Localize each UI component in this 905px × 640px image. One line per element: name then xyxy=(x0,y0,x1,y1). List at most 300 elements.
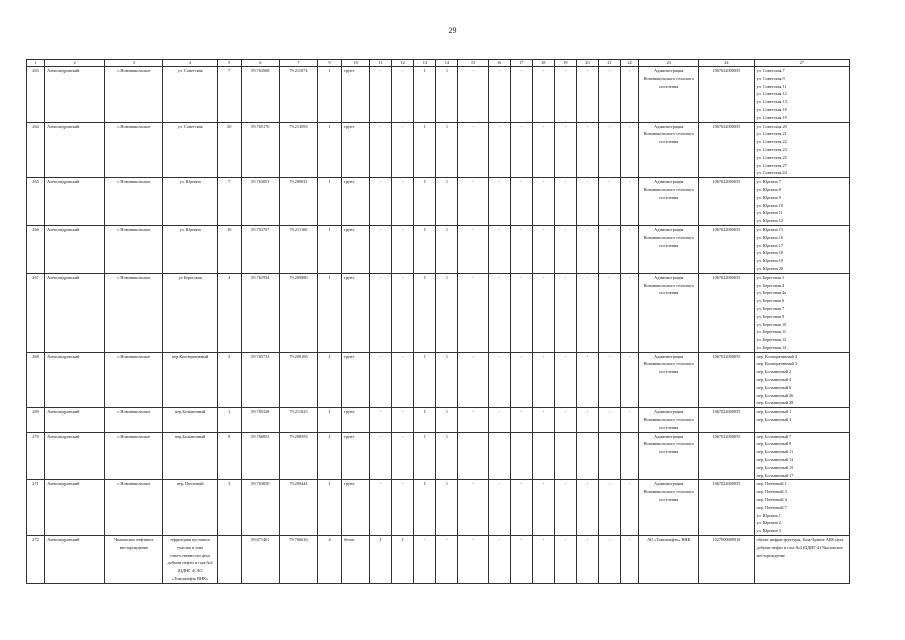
locality-cell: с.Новоникольское xyxy=(105,225,163,273)
owner-cell: Администрация Новоникольского сельского поселения xyxy=(639,432,699,480)
address-line: ул. Юргина 19 xyxy=(756,258,783,264)
ogrn-cell: 1067022000055 xyxy=(699,225,754,273)
address-line: пер. Больничный 17 xyxy=(756,472,794,478)
value-cell: - xyxy=(532,273,554,352)
value-cell: - xyxy=(532,178,554,226)
value-cell: - xyxy=(510,225,532,273)
district-cell: Александровский xyxy=(45,273,105,352)
column-header: 22 xyxy=(621,60,639,67)
column-header: 9 xyxy=(318,60,342,67)
value-cell: - xyxy=(392,67,414,123)
value-cell: - xyxy=(488,67,510,123)
column-header: 6 xyxy=(241,60,279,67)
value-cell: - xyxy=(598,273,620,352)
house-number-cell: 3 xyxy=(217,480,241,536)
value-cell: - xyxy=(621,178,639,226)
value-cell: - xyxy=(510,536,532,584)
column-header: 27 xyxy=(754,60,849,67)
street-cell: ул. Советская xyxy=(163,67,217,123)
value-cell: - xyxy=(532,122,554,178)
ogrn-cell: 1067022000055 xyxy=(699,178,754,226)
address-line: ул. Советская 22 xyxy=(756,139,787,145)
address-line: ул. Юргина 12 xyxy=(756,218,783,224)
address-line: пер. Почтовый 4 xyxy=(756,497,787,503)
value-cell: - xyxy=(488,273,510,352)
address-line: ул. Советская 18 xyxy=(756,106,787,112)
address-line: пер. Больничный 9 xyxy=(756,441,792,447)
district-cell: Александровский xyxy=(45,178,105,226)
address-line: ул. Юргина 11 xyxy=(756,210,783,216)
value-cell xyxy=(488,432,510,480)
address-line: ул. Советская 11 xyxy=(756,83,787,89)
register-table xyxy=(26,59,850,584)
latitude-cell: 59.765733 xyxy=(241,352,279,408)
value-cell: - xyxy=(621,67,639,123)
owner-cell: Администрация Новоникольского сельского поселения xyxy=(639,273,699,352)
value-cell: 1 xyxy=(436,352,458,408)
address-line: ул. Советская 21 xyxy=(756,131,787,137)
value-cell: - xyxy=(392,225,414,273)
surface-cell: грунт xyxy=(342,122,370,178)
value-cell: - xyxy=(392,273,414,352)
value-cell: I xyxy=(414,178,436,226)
value-cell: I xyxy=(414,273,436,352)
locality-cell: с.Новоникольское xyxy=(105,273,163,352)
longitude-cell: 79.211074 xyxy=(279,67,317,123)
locality-cell: с.Новоникольское xyxy=(105,408,163,432)
value-cell: - xyxy=(458,225,488,273)
count-cell: 1 xyxy=(318,178,342,226)
house-number-cell: 4 xyxy=(217,273,241,352)
address-line: ул. Береговая 4 xyxy=(756,282,785,288)
longitude-cell: 79.209031 xyxy=(279,178,317,226)
value-cell: - xyxy=(392,408,414,432)
value-cell: - xyxy=(554,352,576,408)
value-cell: - xyxy=(576,480,598,536)
table-row xyxy=(27,432,850,480)
address-line: ул. Советская 25 xyxy=(756,154,787,160)
latitude-cell: 59.671461 xyxy=(241,536,279,584)
table-row xyxy=(27,178,850,226)
value-cell: - xyxy=(621,225,639,273)
value-cell: - xyxy=(621,536,639,584)
value-cell: - xyxy=(510,480,532,536)
value-cell: - xyxy=(598,122,620,178)
address-line: пер. Больничный 11 xyxy=(756,449,794,455)
latitude-cell: 59.763850 xyxy=(241,480,279,536)
value-cell: - xyxy=(621,480,639,536)
value-cell: I xyxy=(414,352,436,408)
value-cell: 1 xyxy=(436,67,458,123)
value-cell: 1 xyxy=(436,225,458,273)
address-line: пер. Почтовый 7 xyxy=(756,504,787,510)
header-row xyxy=(27,60,850,67)
value-cell: - xyxy=(554,178,576,226)
address-line: ул. Юргина 13 xyxy=(756,226,783,232)
count-cell: 1 xyxy=(318,432,342,480)
address-line: ул. Советская 7 xyxy=(756,68,785,73)
surface-cell: грунт xyxy=(342,67,370,123)
address-line: ул. Советская 13 xyxy=(756,99,787,105)
value-cell: - xyxy=(510,408,532,432)
served-addresses-cell xyxy=(754,432,849,480)
value-cell: - xyxy=(392,178,414,226)
served-addresses-cell xyxy=(754,273,849,352)
value-cell: - xyxy=(554,273,576,352)
surface-cell: грунт xyxy=(342,432,370,480)
value-cell: - xyxy=(458,480,488,536)
value-cell xyxy=(458,432,488,480)
value-cell: - xyxy=(554,480,576,536)
column-header: 19 xyxy=(554,60,576,67)
value-cell: - xyxy=(488,225,510,273)
value-cell: - xyxy=(532,67,554,123)
longitude-cell: 79.209980 xyxy=(279,273,317,352)
owner-cell: Администрация Новоникольского сельского поселения xyxy=(639,480,699,536)
surface-cell: грунт xyxy=(342,408,370,432)
street-cell: пер.Больничный xyxy=(163,408,217,432)
value-cell: - xyxy=(458,67,488,123)
surface-cell: грунт xyxy=(342,480,370,536)
value-cell: - xyxy=(436,536,458,584)
address-line: пер. Кооперативный 4 xyxy=(756,353,798,359)
value-cell: - xyxy=(458,122,488,178)
value-cell: - xyxy=(554,225,576,273)
district-cell: Александровский xyxy=(45,225,105,273)
street-cell: пер.Больничный xyxy=(163,432,217,480)
latitude-cell: 59.766853 xyxy=(241,432,279,480)
owner-cell: Администрация Новоникольского сельского поселения xyxy=(639,352,699,408)
value-cell: - xyxy=(554,408,576,432)
address-line: ул. Береговая 7 xyxy=(756,305,785,311)
column-header: 20 xyxy=(576,60,598,67)
value-cell: - xyxy=(370,225,392,273)
row-id: 271 xyxy=(27,480,45,536)
count-cell: 1 xyxy=(318,122,342,178)
district-cell: Александровский xyxy=(45,67,105,123)
value-cell: - xyxy=(370,178,392,226)
served-addresses-cell xyxy=(754,480,849,536)
street-cell: территория кустового участка в зоне ответственности цеха добычи нефти и газа №4 (ЦДНГ 4) АО «Томскнефть ВНК» xyxy=(163,536,217,584)
address-line: ул. Юргина 20 xyxy=(756,265,783,271)
house-number-cell: 20 xyxy=(217,122,241,178)
value-cell: - xyxy=(532,225,554,273)
table-row xyxy=(27,273,850,352)
address-line: ул. Юргина 10 xyxy=(756,202,783,208)
value-cell: I xyxy=(414,408,436,432)
value-cell xyxy=(621,432,639,480)
latitude-cell: 59.763051 xyxy=(241,178,279,226)
value-cell: - xyxy=(488,408,510,432)
value-cell: - xyxy=(488,122,510,178)
address-line: ул. Береговая 1 xyxy=(756,274,785,280)
street-cell: ул. Юргина xyxy=(163,225,217,273)
district-cell: Александровский xyxy=(45,122,105,178)
address-line: ул. Юргина 7 xyxy=(756,179,781,185)
locality-cell: с.Новоникольское xyxy=(105,178,163,226)
street-cell: ул. Советская xyxy=(163,122,217,178)
longitude-cell: 78.766610 xyxy=(279,536,317,584)
ogrn-cell: 1027000688918 xyxy=(699,536,754,584)
latitude-cell: 59.765328 xyxy=(241,408,279,432)
address-line: ул. Советская 19 xyxy=(756,114,787,120)
value-cell: 1 xyxy=(436,408,458,432)
district-cell: Александровский xyxy=(45,480,105,536)
count-cell: 1 xyxy=(318,67,342,123)
count-cell: 1 xyxy=(318,480,342,536)
address-line: ул. Береговая 10 xyxy=(756,321,787,327)
value-cell xyxy=(532,432,554,480)
address-line: ул. Советская 12 xyxy=(756,91,787,97)
value-cell: - xyxy=(532,352,554,408)
count-cell: 1 xyxy=(318,352,342,408)
value-cell: - xyxy=(458,536,488,584)
value-cell: - xyxy=(598,480,620,536)
row-id: 272 xyxy=(27,536,45,584)
owner-cell: Администрация Новоникольского сельского поселения xyxy=(639,225,699,273)
value-cell: - xyxy=(621,352,639,408)
address-line: ул. Советская 24 xyxy=(756,170,787,176)
value-cell: I xyxy=(392,536,414,584)
value-cell: - xyxy=(554,67,576,123)
value-cell xyxy=(554,432,576,480)
value-cell: - xyxy=(598,67,620,123)
table-row xyxy=(27,352,850,408)
house-number-cell: 16 xyxy=(217,225,241,273)
ogrn-cell: 1067022000055 xyxy=(699,480,754,536)
longitude-cell: 79.209444 xyxy=(279,480,317,536)
column-header: 10 xyxy=(342,60,370,67)
column-header: 23 xyxy=(639,60,699,67)
value-cell: - xyxy=(621,408,639,432)
value-cell: - xyxy=(576,67,598,123)
ogrn-cell: 1067022000055 xyxy=(699,67,754,123)
served-addresses-cell xyxy=(754,536,849,584)
house-number-cell: 3 xyxy=(217,352,241,408)
owner-cell: Администрация Новоникольского сельского поселения xyxy=(639,122,699,178)
latitude-cell: 59.763707 xyxy=(241,225,279,273)
house-number-cell: 7 xyxy=(217,178,241,226)
surface-cell: грунт xyxy=(342,352,370,408)
address-line: пер. Почтовый 1 xyxy=(756,481,787,487)
address-line: пер. Больничный 26 xyxy=(756,392,794,398)
address-line: объект инфраструктуры, База-Здание АБК цеха добычи нефти и газа №4 (ЦДНГ-4) Чкаловское месторождение xyxy=(756,537,844,558)
house-number-cell xyxy=(217,536,241,584)
column-header: 17 xyxy=(510,60,532,67)
latitude-cell: 59.765170 xyxy=(241,122,279,178)
longitude-cell: 79.209106 xyxy=(279,352,317,408)
count-cell: 1 xyxy=(318,273,342,352)
value-cell: I xyxy=(414,67,436,123)
table-body xyxy=(27,67,850,584)
address-line: ул. Советская 23 xyxy=(756,146,787,152)
owner-cell: Администрация Новоникольского сельского поселения xyxy=(639,408,699,432)
ogrn-cell: 1067022000055 xyxy=(699,432,754,480)
ogrn-cell: 1067022000055 xyxy=(699,408,754,432)
address-line: ул. Советская 20 xyxy=(756,123,787,129)
value-cell: I xyxy=(370,536,392,584)
value-cell: - xyxy=(370,432,392,480)
address-line: ул. Советская 27 xyxy=(756,162,787,168)
value-cell: - xyxy=(392,352,414,408)
address-line: пер. Больничный 3 xyxy=(756,417,792,423)
locality-cell: с.Новоникольское xyxy=(105,122,163,178)
value-cell: - xyxy=(414,536,436,584)
value-cell: - xyxy=(392,122,414,178)
value-cell: - xyxy=(598,352,620,408)
district-cell: Александровский xyxy=(45,432,105,480)
ogrn-cell: 1067022000055 xyxy=(699,122,754,178)
value-cell: - xyxy=(392,480,414,536)
address-line: ул. Советская 9 xyxy=(756,75,785,81)
value-cell: - xyxy=(458,352,488,408)
surface-cell: грунт xyxy=(342,225,370,273)
served-addresses-cell xyxy=(754,67,849,123)
address-line: пер. Больничный 13 xyxy=(756,457,794,463)
value-cell: 1 xyxy=(436,122,458,178)
row-id: 270 xyxy=(27,432,45,480)
value-cell: - xyxy=(554,122,576,178)
value-cell: 1 xyxy=(436,480,458,536)
value-cell: - xyxy=(576,408,598,432)
value-cell: - xyxy=(576,536,598,584)
column-header: 7 xyxy=(279,60,317,67)
value-cell: I xyxy=(414,122,436,178)
locality-cell: с.Новоникольское xyxy=(105,352,163,408)
column-header: 11 xyxy=(370,60,392,67)
surface-cell: грунт xyxy=(342,178,370,226)
value-cell: - xyxy=(576,225,598,273)
value-cell xyxy=(510,432,532,480)
value-cell: - xyxy=(488,536,510,584)
address-line: пер. Больничный 28 xyxy=(756,400,794,406)
address-line: ул. Береговая 9 xyxy=(756,313,785,319)
surface-cell: бетон xyxy=(342,536,370,584)
value-cell: - xyxy=(488,178,510,226)
address-line: пер. Больничный 6 xyxy=(756,384,792,390)
value-cell: - xyxy=(598,178,620,226)
address-line: ул. Береговая 12 xyxy=(756,337,787,343)
value-cell: - xyxy=(510,352,532,408)
locality-cell: с.Новоникольское xyxy=(105,67,163,123)
locality-cell: Чкаловское нефтяное месторождение xyxy=(105,536,163,584)
column-header: 1 xyxy=(27,60,45,67)
column-header: 13 xyxy=(414,60,436,67)
value-cell: - xyxy=(370,122,392,178)
served-addresses-cell xyxy=(754,352,849,408)
column-header: 14 xyxy=(436,60,458,67)
address-line: ул. Береговая 11 xyxy=(756,329,787,335)
value-cell xyxy=(576,432,598,480)
row-id: 268 xyxy=(27,352,45,408)
longitude-cell: 79.208593 xyxy=(279,432,317,480)
value-cell: - xyxy=(458,408,488,432)
value-cell: I xyxy=(414,480,436,536)
served-addresses-cell xyxy=(754,225,849,273)
address-line: пер. Больничный 7 xyxy=(756,433,792,439)
address-line: ул. Юргина 3 xyxy=(756,528,781,534)
table-row xyxy=(27,122,850,178)
address-line: пер. Больничный 1 xyxy=(756,409,792,415)
value-cell: 1 xyxy=(436,273,458,352)
address-line: ул. Юргина 17 xyxy=(756,242,783,248)
surface-cell: грунт xyxy=(342,273,370,352)
street-cell: ул. Юргина xyxy=(163,178,217,226)
value-cell: 1 xyxy=(436,178,458,226)
value-cell: - xyxy=(458,273,488,352)
table-row xyxy=(27,67,850,123)
row-id: 269 xyxy=(27,408,45,432)
longitude-cell: 79.211025 xyxy=(279,408,317,432)
address-line: ул. Юргина 8 xyxy=(756,186,781,192)
column-header: 21 xyxy=(598,60,620,67)
value-cell: - xyxy=(554,536,576,584)
house-number-cell: 1 xyxy=(217,408,241,432)
address-line: ул. Береговая 14 xyxy=(756,344,787,350)
value-cell: - xyxy=(392,432,414,480)
locality-cell: с.Новоникольское xyxy=(105,480,163,536)
served-addresses-cell xyxy=(754,408,849,432)
ogrn-cell: 1067022000055 xyxy=(699,352,754,408)
table-row xyxy=(27,408,850,432)
address-line: ул. Юргина 16 xyxy=(756,234,783,240)
address-line: ул. Береговая 4а xyxy=(756,290,787,296)
street-cell: ул.Береговая xyxy=(163,273,217,352)
column-header: 2 xyxy=(45,60,105,67)
value-cell: - xyxy=(598,536,620,584)
value-cell: I xyxy=(414,225,436,273)
address-line: ул. Юргина 2 xyxy=(756,520,781,526)
district-cell: Александровский xyxy=(45,352,105,408)
address-line: ул. Юргина 18 xyxy=(756,250,783,256)
value-cell: - xyxy=(621,273,639,352)
row-id: 264 xyxy=(27,122,45,178)
count-cell: 1 xyxy=(318,225,342,273)
value-cell: - xyxy=(532,480,554,536)
ogrn-cell: 1067022000055 xyxy=(699,273,754,352)
value-cell: I xyxy=(414,432,436,480)
value-cell: - xyxy=(510,67,532,123)
street-cell: пер.Кооперативный xyxy=(163,352,217,408)
value-cell: - xyxy=(532,536,554,584)
value-cell: - xyxy=(488,480,510,536)
served-addresses-cell xyxy=(754,122,849,178)
address-line: пер. Больничный 15 xyxy=(756,464,794,470)
value-cell: - xyxy=(510,273,532,352)
column-header: 15 xyxy=(458,60,488,67)
district-cell: Александровский xyxy=(45,408,105,432)
house-number-cell: 7 xyxy=(217,67,241,123)
value-cell: - xyxy=(488,352,510,408)
latitude-cell: 59.761934 xyxy=(241,273,279,352)
address-line: пер. Почтовый 3 xyxy=(756,489,787,495)
locality-cell: с.Новоникольское xyxy=(105,432,163,480)
address-line: ул. Юргина 9 xyxy=(756,194,781,200)
address-line: ул. Береговая 6 xyxy=(756,298,785,304)
page-number: 29 xyxy=(448,26,457,35)
address-line: пер. Больничный 4 xyxy=(756,377,792,383)
district-cell: Александровский xyxy=(45,536,105,584)
value-cell: - xyxy=(458,178,488,226)
table-row xyxy=(27,480,850,536)
value-cell: - xyxy=(370,67,392,123)
column-header: 12 xyxy=(392,60,414,67)
value-cell: 1 xyxy=(436,432,458,480)
column-header: 16 xyxy=(488,60,510,67)
house-number-cell: 8 xyxy=(217,432,241,480)
value-cell: - xyxy=(576,122,598,178)
value-cell: - xyxy=(598,225,620,273)
